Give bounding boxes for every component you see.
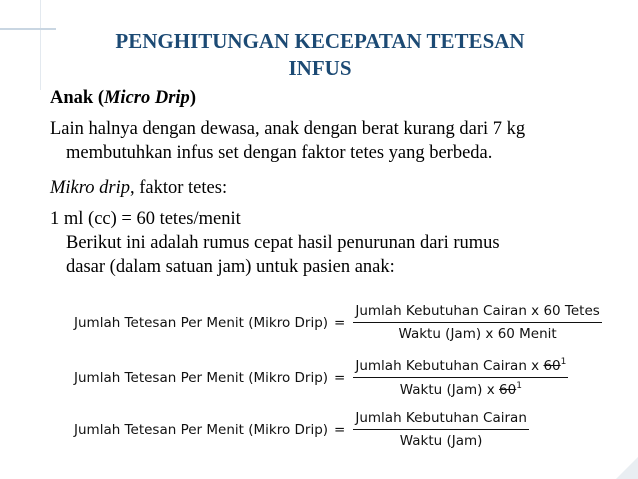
formula-2-numerator-sup: 1 bbox=[560, 357, 567, 367]
formula-2 bbox=[74, 357, 568, 398]
formula-2-numerator bbox=[353, 357, 568, 377]
heading-prefix: Anak ( bbox=[50, 88, 104, 108]
slide-title-line-1: PENGHITUNGAN KECEPATAN TETESAN bbox=[115, 29, 525, 53]
decorative-corner bbox=[616, 457, 638, 479]
formula-1-fraction bbox=[353, 303, 601, 342]
decorative-horizontal-line bbox=[0, 28, 56, 30]
formula-1-numerator: Jumlah Kebutuhan Cairan x 60 Tetes bbox=[355, 303, 600, 319]
decorative-vertical-line bbox=[40, 0, 41, 90]
formula-2-denominator-sup: 1 bbox=[516, 381, 522, 391]
formula-3-equals: = bbox=[334, 421, 346, 438]
paragraph-1-line-2: membutuhkan infus set dengan faktor tetes yang berbeda. bbox=[66, 143, 493, 163]
slide-title-line-2: INFUS bbox=[288, 56, 352, 80]
section-heading bbox=[50, 86, 196, 110]
formula-3 bbox=[74, 410, 529, 449]
slide-title bbox=[60, 28, 580, 82]
factor-line bbox=[50, 176, 227, 200]
paragraph-1-line-1: Lain halnya dengan dewasa, anak dengan berat kurang dari 7 kg bbox=[50, 119, 526, 139]
paragraph-2-line-1: Berikut ini adalah rumus cepat hasil penurunan dari rumus bbox=[66, 233, 500, 253]
formula-2-numerator-text: Jumlah Kebutuhan Cairan x bbox=[355, 358, 544, 374]
conversion-line: 1 ml (cc) = 60 tetes/menit bbox=[50, 209, 241, 229]
formula-1-denominator: Waktu (Jam) x 60 Menit bbox=[398, 326, 557, 342]
factor-rest: , faktor tetes: bbox=[130, 178, 228, 198]
paragraph-2 bbox=[50, 231, 500, 279]
formula-2-fraction bbox=[353, 357, 568, 398]
formula-2-numerator-struck: 60 bbox=[543, 358, 561, 374]
formula-2-denominator-struck: 60 bbox=[499, 382, 517, 398]
formula-1 bbox=[74, 303, 602, 342]
paragraph-1 bbox=[50, 117, 525, 165]
formula-1-equals: = bbox=[334, 314, 346, 331]
formula-2-equals: = bbox=[334, 369, 346, 386]
paragraph-2-line-2: dasar (dalam satuan jam) untuk pasien anak: bbox=[66, 257, 395, 277]
factor-italic: Mikro drip bbox=[50, 178, 130, 198]
formula-2-lhs: Jumlah Tetesan Per Menit (Mikro Drip) bbox=[74, 369, 329, 386]
heading-suffix: ) bbox=[189, 88, 196, 108]
formula-2-denominator-text: Waktu (Jam) x bbox=[399, 382, 500, 398]
formula-3-lhs: Jumlah Tetesan Per Menit (Mikro Drip) bbox=[74, 421, 329, 438]
formula-2-denominator bbox=[398, 378, 524, 398]
formula-3-fraction bbox=[353, 410, 529, 449]
heading-italic: Micro Drip bbox=[103, 88, 190, 108]
formula-1-lhs: Jumlah Tetesan Per Menit (Mikro Drip) bbox=[74, 314, 329, 331]
formula-3-numerator: Jumlah Kebutuhan Cairan bbox=[355, 410, 527, 426]
formula-3-denominator: Waktu (Jam) bbox=[399, 433, 483, 449]
